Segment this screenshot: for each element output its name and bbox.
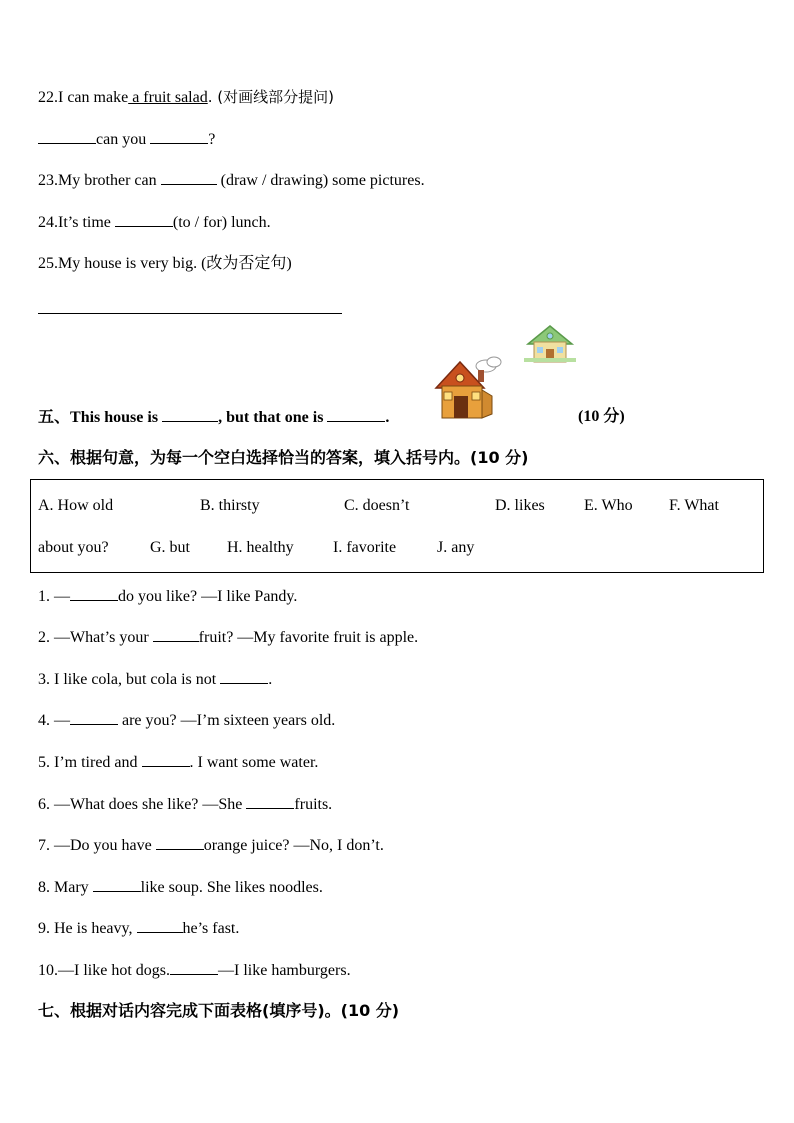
answer-blank[interactable]	[161, 170, 217, 185]
question-22: 22.I can make a fruit salad. (对画线部分提问)	[38, 88, 334, 106]
question-22-answer-line: can you ?	[38, 129, 215, 150]
answer-blank[interactable]	[93, 877, 141, 892]
answer-blank[interactable]	[153, 627, 199, 642]
answer-blank[interactable]	[246, 794, 294, 809]
option-i: I. favorite	[333, 539, 397, 556]
question-4: 4. — are you? —I’m sixteen years old.	[38, 712, 336, 729]
question-3: 3. I like cola, but cola is not .	[38, 671, 273, 688]
question-10: 10.—I like hot dogs. —I like hamburgers.	[38, 962, 351, 979]
answer-line[interactable]	[38, 313, 342, 314]
question-9: 9. He is heavy, he’s fast.	[38, 920, 240, 937]
question-7: 7. —Do you have orange juice? —No, I don’t.	[38, 837, 384, 854]
question-5: 5. I’m tired and . I want some water.	[38, 754, 319, 771]
question-8: 8. Mary like soup. She likes noodles.	[38, 879, 323, 896]
answer-blank[interactable]	[142, 752, 190, 767]
underlined-phrase: a fruit salad	[128, 89, 208, 106]
question-1: 1. — do you like? —I like Pandy.	[38, 588, 298, 605]
answer-blank[interactable]	[70, 710, 118, 725]
option-g: G. but	[150, 539, 190, 556]
option-f-cont: about you?	[38, 539, 109, 556]
answer-blank[interactable]	[137, 918, 183, 933]
house-icon-big	[434, 356, 506, 422]
question-6: 6. —What does she like? —She fruits.	[38, 796, 333, 813]
question-25: 25.My house is very big. (改为否定句)	[38, 255, 292, 272]
section-5-score: (10 分)	[578, 408, 625, 425]
answer-blank[interactable]	[220, 669, 268, 684]
section-7-title: 七、根据对话内容完成下面表格(填序号)。(10 分)	[38, 1001, 400, 1020]
answer-blank[interactable]	[150, 129, 208, 144]
answer-blank[interactable]	[115, 212, 173, 227]
section-5-heading: 五、This house is , but that one is .	[38, 407, 390, 426]
answer-blank[interactable]	[38, 129, 96, 144]
option-f: F. What	[669, 497, 719, 514]
option-b: B. thirsty	[200, 497, 260, 514]
option-e: E. Who	[584, 497, 633, 514]
question-2: 2. —What’s your fruit? —My favorite fruit is apple.	[38, 629, 419, 646]
option-j: J. any	[437, 539, 475, 556]
house-icon-small	[522, 322, 578, 366]
options-box	[30, 479, 764, 573]
option-a: A. How old	[38, 497, 114, 514]
section-6-title: 六、根据句意，为每一个空白选择恰当的答案，填入括号内。(10 分)	[38, 448, 529, 467]
answer-blank[interactable]	[327, 407, 385, 422]
question-24: 24.It’s time (to / for) lunch.	[38, 214, 271, 231]
answer-blank[interactable]	[70, 586, 118, 601]
option-h: H. healthy	[227, 539, 294, 556]
question-23: 23.My brother can (draw / drawing) some pictures.	[38, 172, 425, 189]
answer-blank[interactable]	[162, 407, 218, 422]
option-d: D. likes	[495, 497, 545, 514]
answer-blank[interactable]	[156, 835, 204, 850]
option-c: C. doesn’t	[344, 497, 410, 514]
answer-blank[interactable]	[170, 960, 218, 975]
